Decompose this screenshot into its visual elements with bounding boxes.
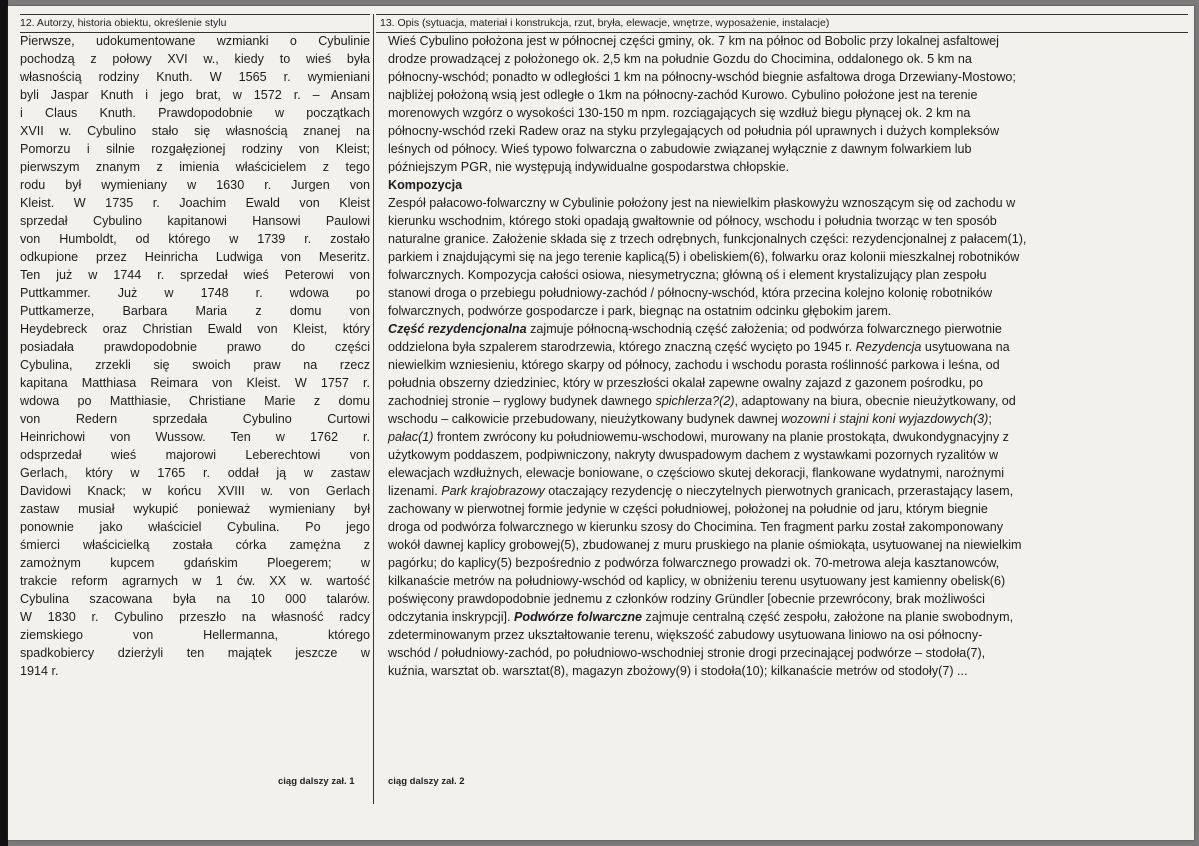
granary-line: zachodniej stronie – ryglowy budynek dawnego spichlerza?(2), adaptowany na biura, obecnie nieużytkowany, od bbox=[388, 394, 1016, 408]
farmyard-text-line: zdeterminowanym przez ukształtowanie terenu, większość zabudowy usytuowana liniowo na osi północny- bbox=[388, 628, 983, 642]
history-text-line-last: 1914 r. bbox=[20, 664, 59, 678]
history-text-line: posiadała prawdopodobnie prawo do części bbox=[20, 340, 370, 354]
history-text-line: pierwszym znanym z imienia właścicielem z tego bbox=[20, 160, 370, 174]
farmyard-text-line: kuźnia, warsztat ob. warsztat(8), magazyn zbożowy(9) i stodoła(10); kilkanaście metrów od stodoły(7) ... bbox=[388, 664, 968, 678]
history-text-line: kapitana Matthiasa Reimara von Kleist. W 1757 r. bbox=[20, 376, 370, 390]
history-text-line: XVII w. Cybulino stało się własnością znanej na bbox=[20, 124, 370, 138]
residence-text-line: niewielkim wzniesieniu, którego skarpy od północy, zachodu i wschodu porasta roślinność parkowa i leśna, od bbox=[388, 358, 1000, 372]
history-text-line: byli Jaspar Knuth i jego brat, w 1572 r. – Ansam bbox=[20, 88, 370, 102]
history-text-line: pochodzą z połowy XVI w., kiedy to wieś była bbox=[20, 52, 370, 66]
description-column bbox=[388, 32, 1143, 680]
palace-text-line: użytkowym poddaszem, podpiwniczony, nakryty dwuspadowym dachem z wystawkami pozornych ryzalitów w bbox=[388, 448, 999, 462]
palace-text-line: elewacjach wzdłużnych, elewacje boniowane, o częściowo skutej dekoracji, flankowane wydatnymi, narożnymi bbox=[388, 466, 1004, 480]
park-text-line: wokół dawnej kaplicy grobowej(5), zbudowanej z muru pruskiego na planie ośmiokąta, usytuowanej na niewielkim bbox=[388, 538, 1022, 552]
location-text-line: morenowych wzgórz o wysokości 130-150 m npm. rozciągających się wzdłuż biegu płynącej ok. 2 km na bbox=[388, 106, 971, 120]
history-text-line: Puttkamerze, Barbara Maria z domu von bbox=[20, 304, 370, 318]
history-text-line: zastaw musiał wykupić ponieważ wymieniany był bbox=[20, 502, 370, 516]
composition-text-line: folwarcznych, podwórze gospodarcze i park, biegnąc na ostatnim odcinku głębokim jarem. bbox=[388, 304, 892, 318]
park-text-line: poświęcony prawdopodobnie jednemu z członków rodziny Gründler [obecnie przewrócony, brak możliwości bbox=[388, 592, 985, 606]
history-text-line: Cybulina, zrzekli się swoich praw na rzecz bbox=[20, 358, 370, 372]
history-text-line: W 1830 r. Cybulino przeszło na własność radcy bbox=[20, 610, 370, 624]
palace-line: pałac(1) frontem zwrócony ku południowemu-wschodowi, murowany na planie prostokąta, dwukondygnacyjny z bbox=[388, 430, 1009, 444]
composition-text-line: kierunku wschodnim, którego stoki opadają gwałtownie od północy, wschodu i południa tworząc w ten sposób bbox=[388, 214, 997, 228]
location-text-line: północny-wschód rzeki Radew oraz na styku przylegających od południa pól uprawnych i dużych kompleksów bbox=[388, 124, 1000, 138]
park-text-line: zachowany w pierwotnej formie jedynie w części południowej, położonej na południe od jaru, którym biegnie bbox=[388, 502, 988, 516]
history-text-line: zamożnym kupcem gdańskim Ploegerem; w bbox=[20, 556, 370, 570]
residential-part-line: Część rezydencjonalna zajmuje północną-wschodnią część założenia; od podwórza folwarcznego pierwotnie bbox=[388, 322, 1002, 336]
history-text-line: Pomorzu i silnie rozgałęzionej rodziny von Kleist; bbox=[20, 142, 370, 156]
history-text-line: Puttkammer. Już w 1748 r. wdowa po bbox=[20, 286, 370, 300]
location-text-line: leśnych od północy. Wieś typowo folwarczna o zabudowie związanej wyłącznie z dawnym folwarkiem lub bbox=[388, 142, 972, 156]
composition-text-line: folwarcznych. Kompozycja całości osiowa, niesymetryczna; główną oś i element krystalizujący plan zespołu bbox=[388, 268, 987, 282]
history-text-line: Cybulina szacowana była na 10 000 talarów. bbox=[20, 592, 370, 606]
history-text-line: von Humboldt, od którego w 1739 r. zostało bbox=[20, 232, 370, 246]
history-text-line: ponownie jako właściciel Cybulina. Po jego bbox=[20, 520, 370, 534]
location-text-line: drodze prowadzącej z położonego ok. 2,5 km na południe Gozdu do Chocimina, oddalonego ok. 5 km na bbox=[388, 52, 972, 66]
history-text-line: von Redern sprzedała Cybulino Curtowi bbox=[20, 412, 370, 426]
history-text-line: Pierwsze, udokumentowane wzmianki o Cybulinie bbox=[20, 34, 370, 48]
history-text-line: Ten już w 1744 r. sprzedał wieś Peterowi von bbox=[20, 268, 370, 282]
park-text-line: droga od podwórza folwarcznego w kierunku szosy do Chocimina. Ten fragment parku został zakomponowany bbox=[388, 520, 1004, 534]
history-text-line: odkupione przez Heinricha Ludwiga von Meseritz. bbox=[20, 250, 370, 264]
history-text-line: ziemskiego von Hellermanna, którego bbox=[20, 628, 370, 642]
location-text-line: Wieś Cybulino położona jest w północnej części gminy, ok. 7 km na północ od Bobolic przy lokalnej asfaltowej bbox=[388, 34, 999, 48]
history-text-line: spadkobiercy dzierżyli ten majątek jeszcze w bbox=[20, 646, 370, 660]
composition-text-line: parkiem i znajdującymi się na jego terenie kaplicą(5) i obeliskiem(6), folwarku oraz kolonii mieszkalnej robotników bbox=[388, 250, 1020, 264]
coach-house-line: wschodu – całkowicie przebudowany, nieużytkowany budynek dawnej wozowni i stajni koni wyjazdowych(3); bbox=[388, 412, 992, 426]
history-text-line: sprzedał Cybulino kapitanowi Hansowi Paulowi bbox=[20, 214, 370, 228]
composition-text-line: Zespół pałacowo-folwarczny w Cybulinie położony jest na niewielkim płaskowyżu wznoszącym się od zachodu w bbox=[388, 196, 1016, 210]
farmyard-text-line: wschód / południowy-zachód, po południowo-wschodniej stronie drogi przecinającej podwórze – stodoła(7), bbox=[388, 646, 986, 660]
kompozycja-heading: Kompozycja bbox=[388, 178, 463, 192]
park-text-line: kilkanaście metrów na południowy-wschód od kaplicy, w obniżeniu terenu usytuowany jest kamienny obelisk(6) bbox=[388, 574, 1006, 588]
history-text-line: trakcie reform agrarnych w 1 ćw. XX w. wartość bbox=[20, 574, 370, 588]
composition-text-line: stanowi droga o przebiegu południowy-zachód / północny-wschód, która przecina kolejno kolonię robotników bbox=[388, 286, 993, 300]
history-text-line: Heinrichowi von Wussow. Ten w 1762 r. bbox=[20, 430, 370, 444]
history-text-line: Gerlach, który w 1765 r. oddał ją w zastaw bbox=[20, 466, 370, 480]
location-text-line: późniejszym PGR, nie występują indywidualne gospodarstwa chłopskie. bbox=[388, 160, 790, 174]
park-text-line: pagórku; do kaplicy(5) bezpośrednio z podwórza folwarcznego prowadzi ok. 70-metrowa aleja kasztanowców, bbox=[388, 556, 1000, 570]
history-text-line: i Claus Knuth. Prawdopodobnie w początkach bbox=[20, 106, 370, 120]
history-text-line: odsprzedał wieś majorowi Leberechtowi von bbox=[20, 448, 370, 462]
history-text-line: wdowa po Matthiasie, Christiane Marie z domu bbox=[20, 394, 370, 408]
location-text-line: najbliżej położoną wsią jest odległe o 1km na północny-zachód Kurowo. Cybulino położone jest na terenie bbox=[388, 88, 978, 102]
history-text-line: własnością rodziny Knuth. W 1565 r. wymieniani bbox=[20, 70, 370, 84]
history-text-line: śmierci właścicielką została córka zamężna z bbox=[20, 538, 370, 552]
residence-line: oddzielona była szpalerem starodrzewia, którego znaczną część wycięto po 1945 r. Rezydencja usytuowana na bbox=[388, 340, 1010, 354]
right-section-header: 13. Opis (sytuacja, materiał i konstrukcja, rzut, bryła, elewacje, wnętrze, wyposażenie, instalacje) bbox=[376, 14, 1188, 33]
farmyard-line: odczytania inskrypcji]. Podwórze folwarczne zajmuje centralną część zespołu, założone na planie swobodnym, bbox=[388, 610, 1014, 624]
column-divider bbox=[373, 14, 374, 804]
history-column bbox=[20, 32, 370, 680]
scan-edge bbox=[0, 0, 8, 846]
history-text-line: Kleist. W 1735 r. Joachim Ewald von Kleist bbox=[20, 196, 370, 210]
park-line: lizenami. Park krajobrazowy otaczający rezydencję o nieczytelnych pierwotnych granicach, przerastający lasem, bbox=[388, 484, 1014, 498]
residence-text-line: południa obszerny dziedziniec, który w przeszłości okalał zapewne owalny zajazd z gazonem pośrodku, po bbox=[388, 376, 984, 390]
left-section-header: 12. Autorzy, historia obiektu, określenie stylu bbox=[20, 14, 370, 33]
history-text-line: Heydebreck oraz Christian Ewald von Kleist, który bbox=[20, 322, 370, 336]
history-text-line: rodu był wymieniany w 1630 r. Jurgen von bbox=[20, 178, 370, 192]
left-continuation-note: ciąg dalszy zał. 1 bbox=[278, 776, 355, 787]
composition-text-line: naturalne granice. Założenie składa się z trzech odrębnych, funkcjonalnych części: rezydencjonalnej z pałacem(1), bbox=[388, 232, 1027, 246]
document-sheet bbox=[8, 6, 1194, 840]
right-continuation-note: ciąg dalszy zał. 2 bbox=[388, 776, 465, 787]
history-text-line: Davidowi Knack; w końcu XVIII w. von Gerlach bbox=[20, 484, 370, 498]
location-text-line: północny-wschód; ponadto w odległości 1 km na północny-wschód biegnie asfaltowa droga Drzewiany-Mostowo; bbox=[388, 70, 1016, 84]
